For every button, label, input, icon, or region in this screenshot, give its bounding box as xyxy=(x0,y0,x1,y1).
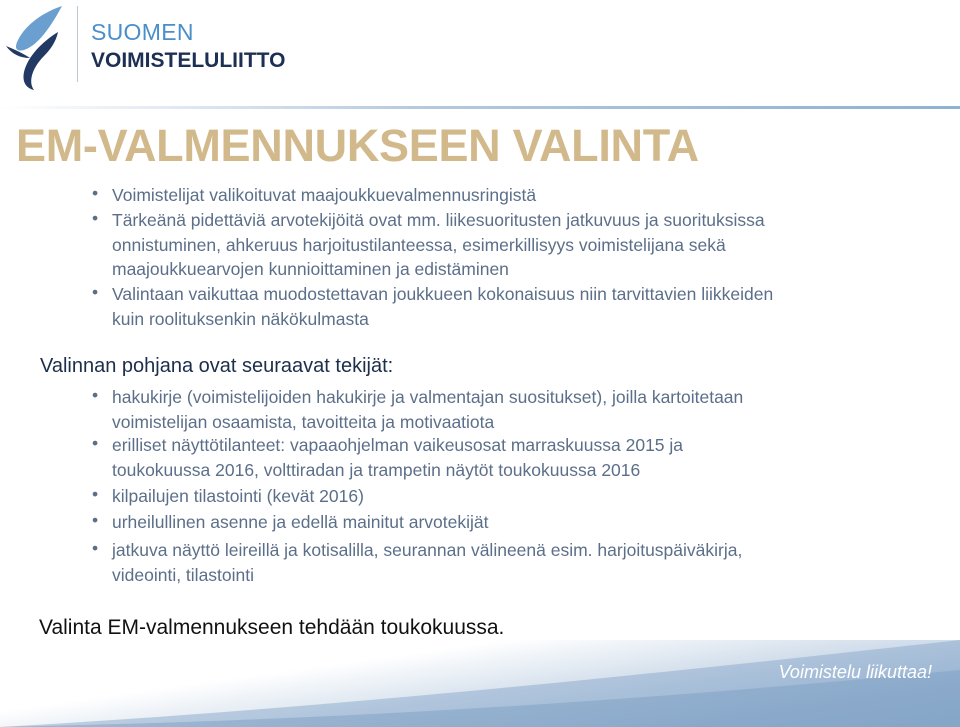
bullet-line: erilliset näyttötilanteet: vapaaohjelman vaikeusosat marraskuussa 2015 ja xyxy=(112,435,684,455)
closing-statement: Valinta EM-valmennukseen tehdään toukokuussa. xyxy=(39,616,505,639)
bullet-marker: • xyxy=(92,385,99,405)
footer-tagline: Voimistelu liikuttaa! xyxy=(778,662,932,682)
bullet-line: Voimistelijat valikoituvat maajoukkuevalmennusringistä xyxy=(112,185,537,205)
criteria-bullet-1 xyxy=(112,385,912,434)
bullet-marker: • xyxy=(92,538,99,558)
bullet-line: videointi, tilastointi xyxy=(112,564,255,585)
section-heading: Valinnan pohjana ovat seuraavat tekijät: xyxy=(40,355,394,377)
bullet-marker: • xyxy=(92,484,99,504)
bullet-line: kuin roolituksenkin näkökulmasta xyxy=(112,308,369,329)
intro-bullet-3 xyxy=(112,282,912,331)
bullet-line: Valintaan vaikuttaa muodostettavan joukkueen kokonaisuus niin tarvittavien liikkeiden xyxy=(112,284,774,304)
bullet-marker: • xyxy=(92,282,99,302)
criteria-bullet-2 xyxy=(112,433,912,482)
intro-bullet-1 xyxy=(112,183,912,208)
logo-divider xyxy=(77,6,78,82)
logo-text-voimisteluliitto: VOIMISTELULIITTO xyxy=(91,49,286,72)
slide-title: EM-VALMENNUKSEEN VALINTA xyxy=(16,120,699,171)
gymnast-logo-icon xyxy=(4,2,70,94)
bullet-marker: • xyxy=(92,183,99,203)
criteria-bullet-4 xyxy=(112,510,912,535)
bullet-marker: • xyxy=(92,433,99,453)
bullet-marker: • xyxy=(92,510,99,530)
bullet-line: maajoukkuearvojen kunnioittaminen ja edistäminen xyxy=(112,259,509,279)
criteria-bullet-5 xyxy=(112,538,912,587)
bullet-line: Tärkeänä pidettäviä arvotekijöitä ovat mm. liikesuoritusten jatkuvuus ja suorituksissa xyxy=(112,210,765,230)
intro-bullet-2 xyxy=(112,208,912,282)
bullet-line: kilpailujen tilastointi (kevät 2016) xyxy=(112,486,364,506)
bullet-line: hakukirje (voimistelijoiden hakukirje ja valmentajan suositukset), joilla kartoitetaan xyxy=(112,387,744,407)
bullet-line: voimistelijan osaamista, tavoitteita ja motivaatiota xyxy=(112,411,495,432)
bullet-line: jatkuva näyttö leireillä ja kotisalilla, seurannan välineenä esim. harjoituspäiväkirja, xyxy=(112,540,743,560)
bullet-line: toukokuussa 2016, volttiradan ja trampetin näytöt toukokuussa 2016 xyxy=(112,459,641,480)
bullet-marker: • xyxy=(92,208,99,228)
header-rule xyxy=(0,106,960,109)
bullet-line: urheilullinen asenne ja edellä mainitut arvotekijät xyxy=(112,512,489,532)
bullet-line: onnistuminen, ahkeruus harjoitustilanteessa, esimerkillisyys voimistelijana sekä xyxy=(112,234,726,255)
criteria-bullet-3 xyxy=(112,484,912,509)
footer-swoosh xyxy=(0,640,960,727)
logo-text-suomen: SUOMEN xyxy=(91,19,194,45)
